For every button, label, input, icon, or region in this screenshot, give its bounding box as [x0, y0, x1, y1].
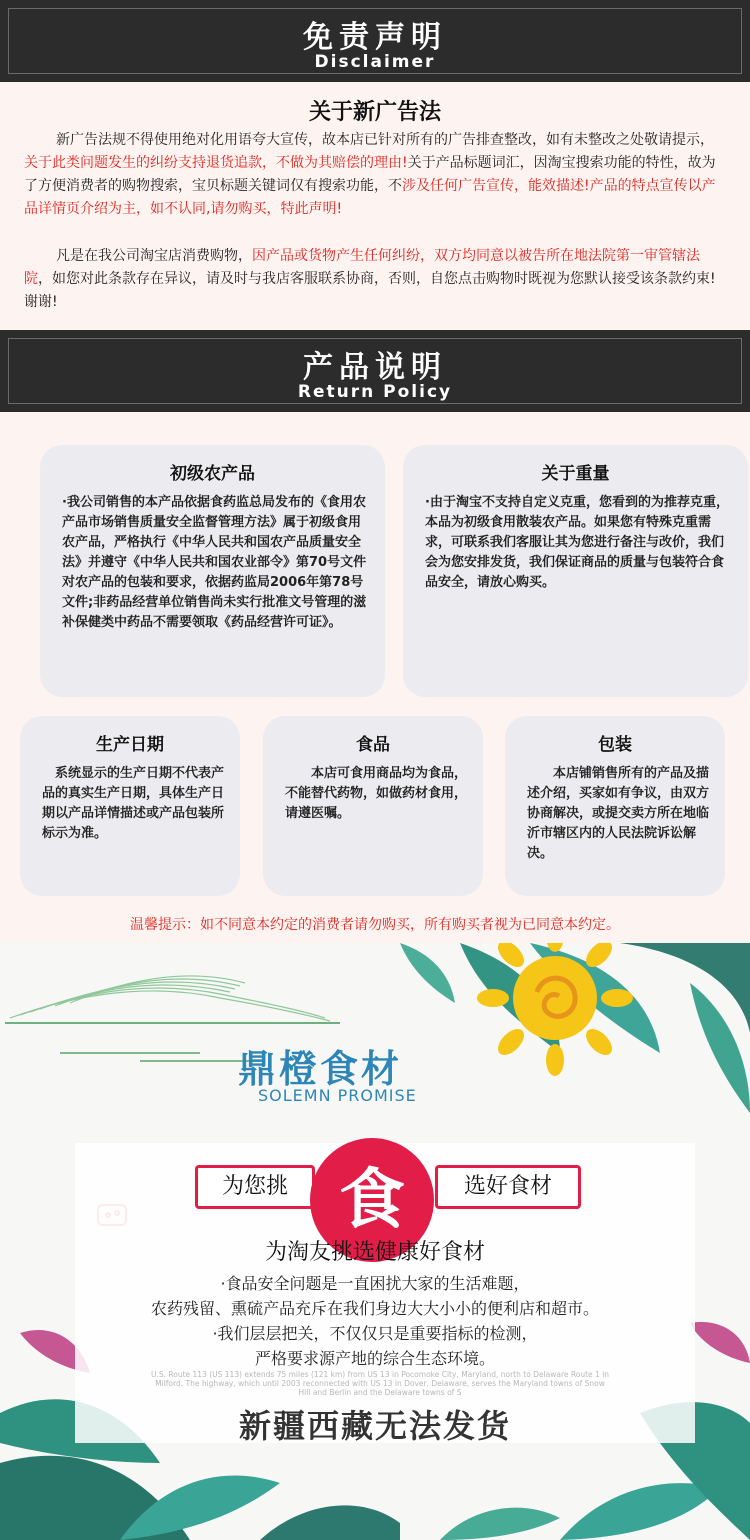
product-banner [0, 330, 750, 412]
card-body: ·由于淘宝不支持自定义克重，您看到的为推荐克重，本品为初级食用散装农产品。如果您有特殊克重需求，可联系我们客服让其为您进行备注与改价，我们会为您安排发货，我们保证商品的质量与包装符合食品安全，请放心购买。 [425, 495, 729, 590]
p1-seg-red: 涉及任何广告宣传，能效描述!产品的特点宣传以产品详情页介绍为主，如不认同,请勿购买，特此声明! [24, 178, 716, 217]
p1-seg: 新广告法规不得使用绝对化用语夸大宣传，故本店已针对所有的广告排查整改，如有未整改之处敬请提示， [56, 132, 714, 148]
disclaimer-title: 免责声明 [303, 20, 447, 55]
ad-law-paragraph [24, 129, 726, 221]
p2-seg: 凡是在我公司淘宝店消费购物， [56, 248, 252, 264]
card-body: 本店铺销售所有的产品及描述介绍，买家如有争议，由双方协商解决，或提交卖方所在地临沂市辖区内的人民法院诉讼解决。 [527, 766, 710, 861]
pill-left: 为您挑 [195, 1165, 315, 1209]
card-weight [403, 445, 748, 697]
promo-line: 农药残留、熏硫产品充斥在我们身边大大小小的便利店和超市。 [150, 1299, 599, 1318]
shipping-restriction: 新疆西藏无法发货 [238, 1407, 511, 1445]
promo-line: ·我们层层把关，不仅仅只是重要指标的检测， [212, 1324, 538, 1343]
card-title: 食品 [356, 735, 390, 755]
product-subtitle: Return Policy [297, 382, 453, 402]
p1-seg-red: 关于此类问题发生的纠纷支持退货追款，不做为其赔偿的理由! [24, 155, 408, 171]
disclaimer-subtitle: Disclaimer [314, 52, 436, 72]
brand-tagline: SOLEMN PROMISE [258, 1086, 417, 1105]
ad-law-title: 关于新广告法 [308, 100, 441, 125]
card-primary-agri [40, 445, 385, 697]
card-title: 初级农产品 [170, 464, 255, 484]
card-body: 系统显示的生产日期不代表产品的真实生产日期，具体生产日期以产品详情描述或产品包装所标示为准。 [42, 766, 225, 841]
disclaimer-banner [0, 0, 750, 82]
card-body: 本店可食用商品均为食品，不能替代药物，如做药材食用，请遵医嘱。 [285, 766, 468, 821]
promo-line: 严格要求源产地的综合生态环境。 [254, 1349, 495, 1368]
jurisdiction-paragraph [24, 245, 726, 314]
product-title: 产品说明 [303, 350, 447, 385]
p1-seg: 关于产品标题词汇，因淘宝搜索功能的特性，故为了方便消费者的购物搜索，宝贝标题关键词仅有搜索功能，不 [24, 155, 716, 194]
card-packaging [505, 716, 725, 896]
promo-slogan: 为淘友挑选健康好食材 [264, 1240, 485, 1265]
card-body: ·我公司销售的本产品依据食药监总局发布的《食用农产品市场销售质量安全监督管理方法》属于初级食用农产品，严格执行《中华人民共和国农产品质量安全法》并遵守《中华人民共和国农业部令》第70号文件对农产品的包装和要求，依据药监局2006年第78号文件;非药品经营单位销售尚未实行批准文号管理的滋补保健类中药品不需要领取《药品经营许可证》。 [62, 495, 367, 630]
promo-section [0, 943, 750, 1540]
p2-seg: ，如您对此条款存在异议，请及时与我店客服联系协商，否则，自您点击购物时既视为您默认接受该条款约束!谢谢! [24, 271, 716, 310]
promo-line: ·食品安全问题是一直困扰大家的生活难题， [220, 1274, 530, 1293]
card-food [263, 716, 483, 896]
card-title: 关于重量 [541, 464, 610, 484]
card-title: 包装 [598, 735, 632, 755]
card-production-date [20, 716, 240, 896]
warm-tip: 温馨提示：如不同意本约定的消费者请勿购买，所有购买者视为已同意本约定。 [130, 917, 620, 933]
food-character-badge: 食 [310, 1138, 434, 1262]
brand-name: 鼎橙食材 [238, 1047, 403, 1091]
pill-right: 选好食材 [435, 1165, 581, 1209]
card-title: 生产日期 [96, 735, 164, 755]
p2-seg-red: 因产品或货物产生任何纠纷，双方均同意以被告所在地法院第一审管辖法院 [24, 248, 700, 287]
faint-background-text: U.S. Route 113 (US 113) extends 75 miles (121 km) from US 13 in Pocomoke City, Maryland, north to Delaware Route 1 in Milford. The highway, which until 2003 reconnected with US 13 in Dover, Delaware, serves the Maryland towns of Snow Hill and Berlin and the Delaware towns of S [150, 1370, 610, 1397]
